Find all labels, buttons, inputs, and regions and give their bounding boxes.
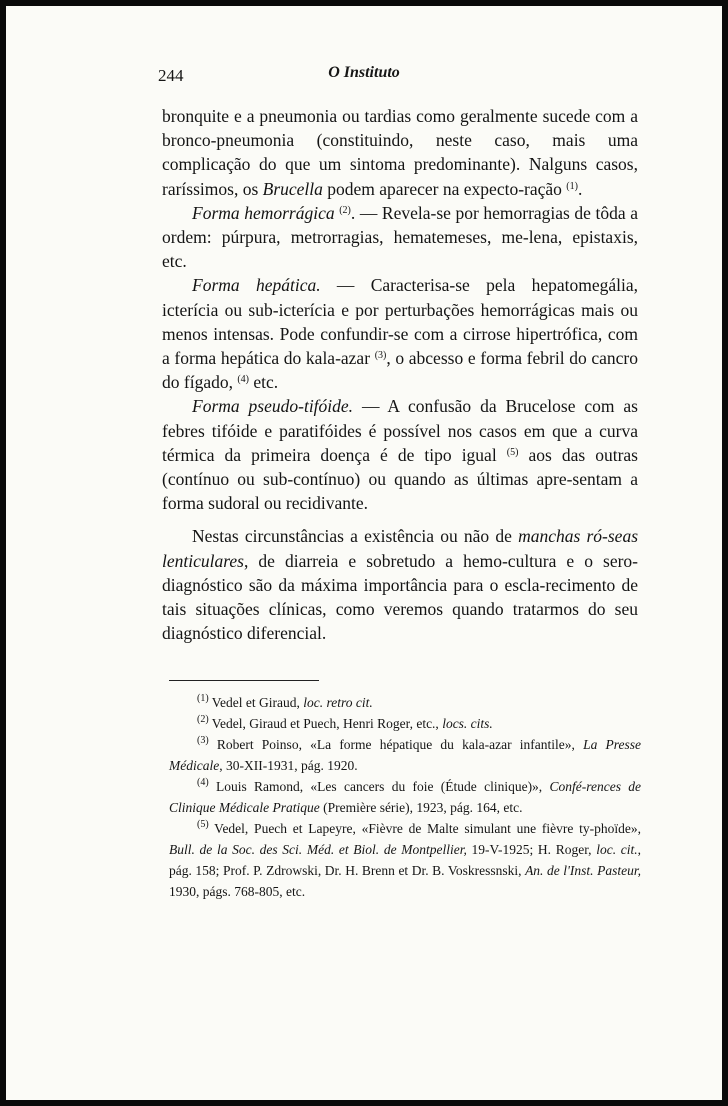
section-heading-pseudo-tifoide: Forma pseudo-tifóide. <box>192 396 354 417</box>
text-segment: 19-V-1925; H. Roger, <box>466 842 597 857</box>
main-text <box>162 104 638 645</box>
section-heading-hepatica: Forma hepática. <box>192 275 321 296</box>
paragraph-forma-hepatica <box>162 273 638 394</box>
footnote-marker: (1) <box>197 693 209 704</box>
footnote-ref-4: (4) <box>237 374 250 386</box>
footnote-marker: (3) <box>197 735 209 746</box>
text-segment: Nestas circunstâncias a existência ou não de <box>192 526 519 547</box>
book-page <box>6 6 722 1100</box>
text-segment: — Caracterisa-se pela hepatomegália, icterícia ou sub-icterícia e por perturbações hemorrágicas mais ou menos intensas. Pode confundir-se com a cirrose hipertrófica, com a forma hepática do kala-azar <box>162 275 638 369</box>
paragraph-circunstancias <box>162 524 638 645</box>
footnote-2 <box>169 713 641 734</box>
citation-italic: loc. retro cit. <box>303 695 373 710</box>
running-header <box>6 60 722 94</box>
footnote-marker: (5) <box>197 819 209 830</box>
text-segment: Vedel, Giraud et Puech, Henri Roger, etc., <box>208 716 443 731</box>
footnote-ref-3: (3) <box>374 350 387 362</box>
text-segment: , 30-XII-1931, pág. 1920. <box>219 758 358 773</box>
footnote-ref-1: (1) <box>566 180 578 192</box>
footnote-4 <box>169 776 641 818</box>
text-segment: — A confusão da Brucelose com as febres tifóide e paratifóides é possível nos casos em que a curva térmica da primeira doença é de tipo igual <box>162 396 638 465</box>
footnotes <box>169 692 641 902</box>
text-segment: 1930, págs. 768-805, etc. <box>169 884 306 899</box>
text-segment: . <box>577 178 583 199</box>
text-segment: , de diarreia e sobretudo a hemo-cultura e o sero-diagnóstico são da máxima importância para o escla-recimento de tais situações clínicas, como veremos quando tratarmos do seu diagnóstico diferencial. <box>162 550 638 644</box>
citation-italic: loc. cit. <box>596 842 638 857</box>
text-segment: , pág. 158; Prof. P. Zdrowski, Dr. H. Brenn et Dr. B. Voskressnski, <box>169 842 641 878</box>
section-heading-hemorragica: Forma hemorrágica <box>192 202 335 223</box>
footnote-ref-2: (2) <box>339 204 351 216</box>
text-segment: aos das outras (contínuo ou sub-contínuo) ou quando as últimas apre-sentam a forma sudoral ou recidivante. <box>162 444 638 514</box>
text-segment: Louis Ramond, «Les cancers du foie (Étude clinique)», <box>208 779 550 794</box>
text-segment: , o abcesso e forma febril do cancro do fígado, <box>162 348 638 393</box>
journal-title: Confé-rences de Clinique Médicale Pratique <box>169 779 641 815</box>
paragraph-bronco-pneumonia <box>162 104 638 201</box>
footnote-divider <box>169 680 319 681</box>
paragraph-forma-hemorragica <box>162 201 638 274</box>
journal-title: An. de l'Inst. Pasteur, <box>525 863 641 878</box>
text-segment: Vedel et Giraud, <box>208 695 304 710</box>
journal-title: Bull. de la Soc. des Sci. Méd. et Biol. de Montpellier, <box>169 842 467 857</box>
emphasis-manchas-roseas: manchas ró-seas lenticulares <box>162 526 639 571</box>
footnote-marker: (2) <box>197 714 209 725</box>
paragraph-forma-pseudo-tifoide <box>162 394 638 515</box>
text-segment: . — Revela-se por hemorragias de tôda a ordem: púrpura, metrorragias, hematemeses, me-lena, epistaxis, etc. <box>162 202 638 272</box>
footnote-ref-5: (5) <box>506 446 519 458</box>
emphasis-brucella: Brucella <box>262 178 323 199</box>
text-segment: etc. <box>249 372 279 393</box>
journal-title: La Presse Médicale <box>169 737 642 773</box>
footnote-1 <box>169 692 641 713</box>
citation-italic: locs. cits. <box>442 716 493 731</box>
text-segment: podem aparecer na expecto-ração <box>322 178 567 199</box>
text-segment: (Première série), 1923, pág. 164, etc. <box>319 800 523 815</box>
text-segment: bronquite e a pneumonia ou tardias como geralmente sucede com a bronco-pneumonia (constituindo, neste caso, mais uma complicação do que um sintoma predominante). Nalguns casos, raríssimos, os <box>162 106 638 199</box>
running-title: O Instituto <box>328 64 400 81</box>
footnote-marker: (4) <box>197 777 209 788</box>
page-number: 244 <box>158 66 184 85</box>
text-segment: Robert Poinso, «La forme hépatique du kala-azar infantile», <box>208 737 584 752</box>
footnote-5 <box>169 818 641 902</box>
text-segment: Vedel, Puech et Lapeyre, «Fièvre de Malte simulant une fièvre ty-phoïde», <box>208 821 641 836</box>
footnote-3 <box>169 734 641 776</box>
